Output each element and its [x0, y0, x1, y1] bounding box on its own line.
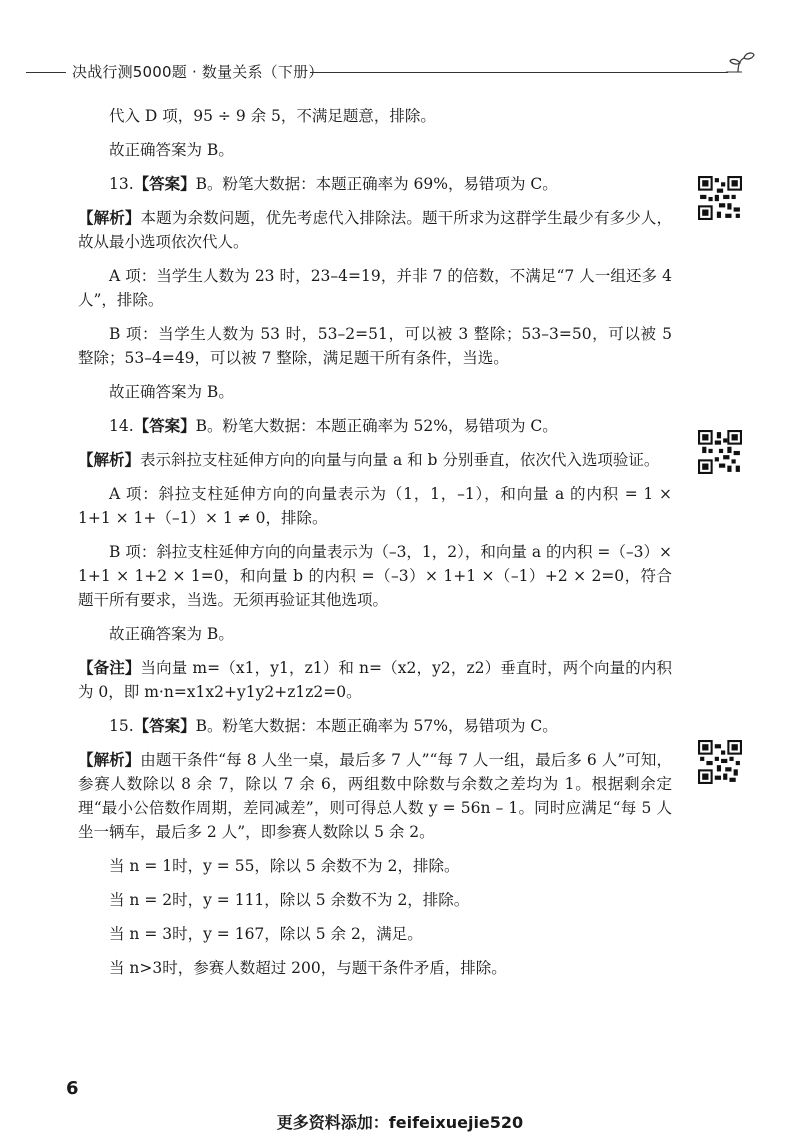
sprout-icon [722, 50, 756, 84]
analysis-tag: 【解析】 [78, 751, 141, 769]
qr-code-icon[interactable] [698, 176, 742, 220]
q15-answer: 15.【答案】B。粉笔大数据：本题正确率为 57%，易错项为 C。 [109, 717, 558, 735]
qr-code-icon[interactable] [698, 740, 742, 784]
answer-tag: 【答案】 [133, 717, 196, 735]
running-header [0, 58, 800, 88]
note-tag: 【备注】 [78, 659, 141, 677]
qr-code-icon[interactable] [698, 430, 742, 474]
analysis-tag: 【解析】 [78, 209, 141, 227]
q13-option-b: B 项：当学生人数为 53 时，53–2=51，可以被 3 整除；53–3=50，可以被 5 整除；53–4=49，可以被 7 整除，满足题干所有条件，当选。 [78, 325, 672, 367]
q15-case-n3: 当 n = 3时，y = 167，除以 5 余 2，满足。 [109, 925, 423, 943]
analysis-tag: 【解析】 [78, 451, 141, 469]
page-number: 6 [66, 1078, 79, 1099]
para-conclusion-12: 故正确答案为 B。 [109, 141, 234, 159]
q14-option-a: A 项：斜拉支柱延伸方向的向量表示为（1，1，–1），和向量 a 的内积 = 1 × 1+1 × 1+（–1）× 1 ≠ 0，排除。 [78, 485, 672, 527]
footer-note: 更多资料添加：feifeixuejie520 [276, 1113, 524, 1132]
q14-answer: 14.【答案】B。粉笔大数据：本题正确率为 52%，易错项为 C。 [109, 417, 558, 435]
q14-conclusion: 故正确答案为 B。 [109, 625, 234, 643]
q13-analysis: 【解析】本题为余数问题，优先考虑代入排除法。题干所求为这群学生最少有多少人，故从最小选项依次代人。 [78, 209, 672, 251]
answer-tag: 【答案】 [133, 175, 196, 193]
q15-case-n2: 当 n = 2时，y = 111，除以 5 余数不为 2，排除。 [109, 891, 470, 909]
q15-analysis: 【解析】由题干条件“每 8 人坐一桌，最后多 7 人”“每 7 人一组，最后多 6 人”可知，参赛人数除以 8 余 7，除以 7 余 6，两组数中除数与余数之差均为 1。根据剩余定理“最小公倍数作周期，差同减差”，则可得总人数 y = 56n – 1。同时应满足“每 5 人坐一辆车，最后多 2 人”，即参赛人数除以 5 余 2。 [78, 751, 672, 841]
answer-explanations [78, 104, 672, 990]
book-title: 决战行测5000题 · 数量关系（下册） [72, 63, 324, 81]
q13-conclusion: 故正确答案为 B。 [109, 383, 234, 401]
q14-analysis: 【解析】表示斜拉支柱延伸方向的向量与向量 a 和 b 分别垂直，依次代入选项验证。 [78, 451, 660, 469]
answer-tag: 【答案】 [133, 417, 196, 435]
para-option-d: 代入 D 项，95 ÷ 9 余 5，不满足题意，排除。 [109, 107, 436, 125]
q15-case-n-gt-3: 当 n>3时，参赛人数超过 200，与题干条件矛盾，排除。 [109, 959, 507, 977]
q13-answer: 13.【答案】B。粉笔大数据：本题正确率为 69%，易错项为 C。 [109, 175, 558, 193]
header-rule-left [26, 72, 66, 73]
q14-option-b: B 项：斜拉支柱延伸方向的向量表示为（–3，1，2），和向量 a 的内积 =（–3）× 1+1 × 1+2 × 1=0，和向量 b 的内积 =（–3）× 1+1 ×（–1）+2 × 2=0，符合题干所有要求，当选。无须再验证其他选项。 [78, 543, 673, 609]
q14-note: 【备注】当向量 m=（x1，y1，z1）和 n=（x2，y2，z2）垂直时，两个向量的内积为 0，即 m·n=x1x2+y1y2+z1z2=0。 [78, 659, 672, 701]
q15-case-n1: 当 n = 1时，y = 55，除以 5 余数不为 2，排除。 [109, 857, 460, 875]
header-rule-right [310, 72, 728, 73]
q13-option-a: A 项：当学生人数为 23 时，23–4=19，并非 7 的倍数，不满足“7 人一组还多 4 人”，排除。 [78, 267, 672, 309]
